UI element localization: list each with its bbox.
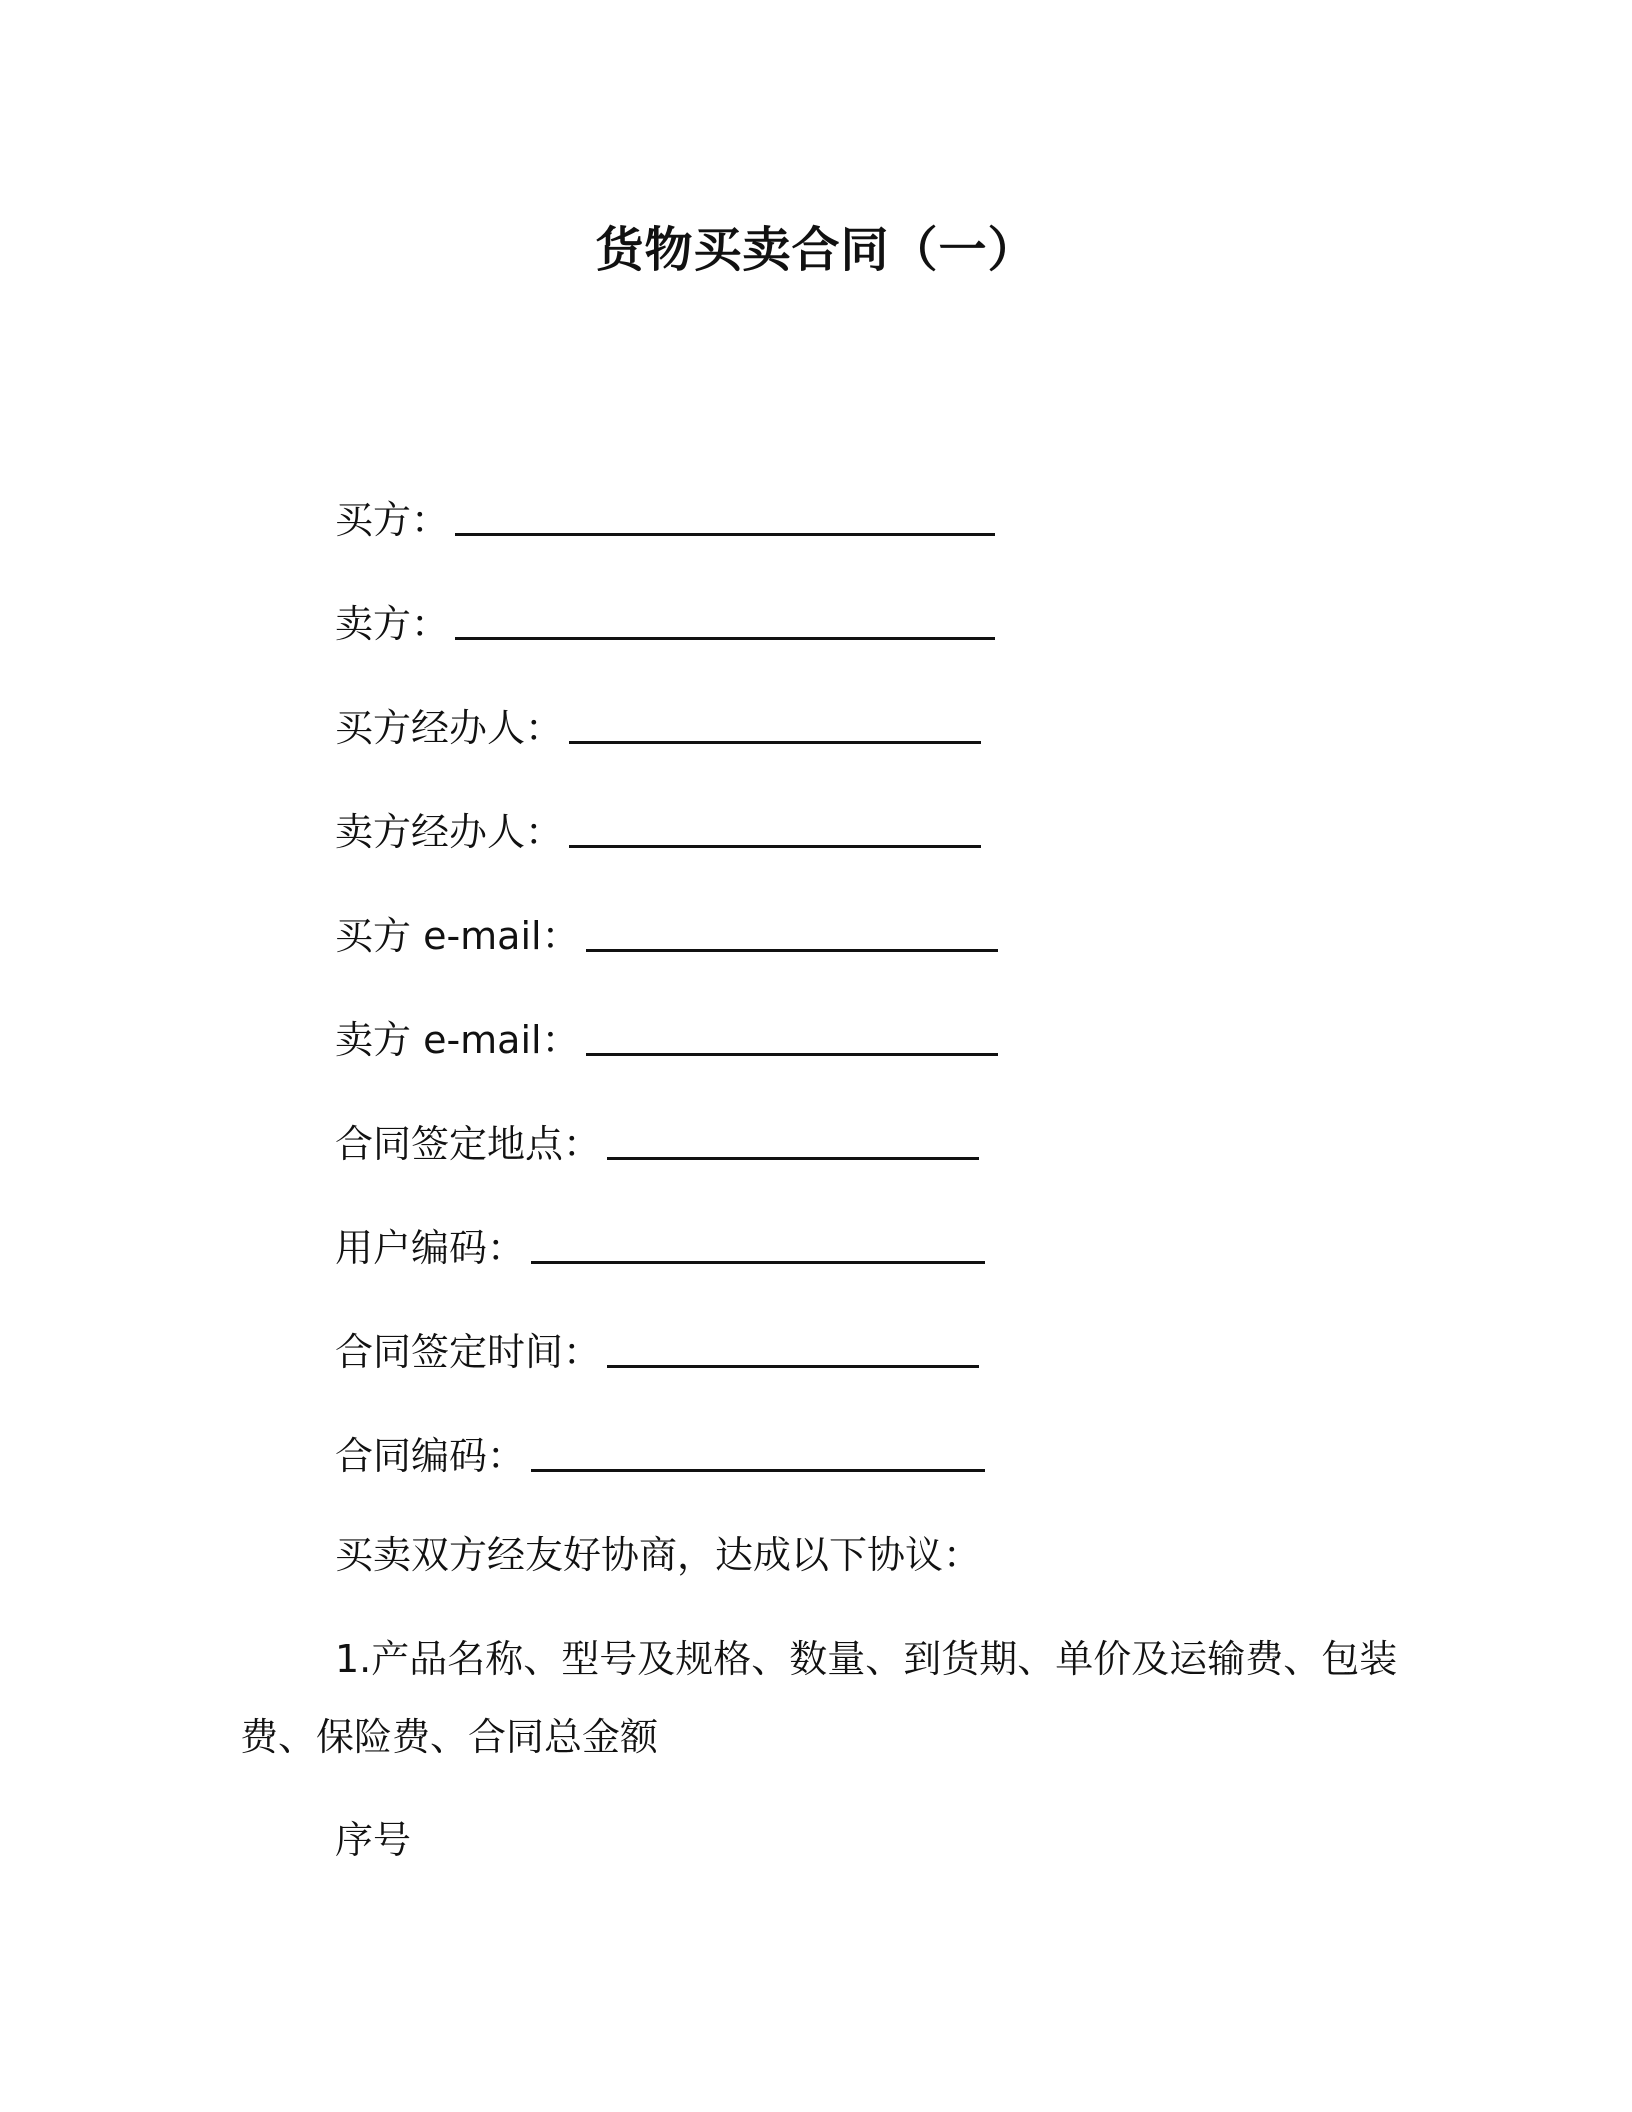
contract-code-field [335,1431,1435,1535]
signing-time-blank-line [607,1327,979,1368]
clause-1-line-2: 费、保险费、合同总金额 [240,1715,659,1759]
seller-email-field [335,1015,1435,1119]
contract-code-blank-line [531,1431,985,1472]
user-code-field [335,1223,1435,1327]
contract-fields [335,495,1435,1535]
buyer-agent-blank-line [569,703,981,744]
seller-label: 卖方： [335,602,450,646]
agreement-intro: 买卖双方经友好协商，达成以下协议： [335,1533,982,1577]
seller-blank-line [455,599,995,640]
signing-place-blank-line [607,1119,979,1160]
seller-agent-label: 卖方经办人： [335,810,564,854]
user-code-label: 用户编码： [335,1226,526,1270]
buyer-blank-line [455,495,995,536]
seller-agent-field [335,807,1435,911]
buyer-field [335,495,1435,599]
buyer-label: 买方： [335,498,450,542]
signing-place-field [335,1119,1435,1223]
signing-time-field [335,1327,1435,1431]
sequence-number-heading: 序号 [335,1818,412,1862]
clause-1-line-1: 1.产品名称、型号及规格、数量、到货期、单价及运输费、包装 [335,1637,1398,1681]
buyer-agent-field [335,703,1435,807]
document-title: 货物买卖合同（一） [595,222,1037,278]
buyer-email-blank-line [586,911,998,952]
signing-time-label: 合同签定时间： [335,1330,602,1374]
seller-email-label: 卖方 e-mail： [335,1018,580,1062]
seller-field [335,599,1435,703]
buyer-agent-label: 买方经办人： [335,706,564,750]
user-code-blank-line [531,1223,985,1264]
signing-place-label: 合同签定地点： [335,1122,602,1166]
buyer-email-label: 买方 e-mail： [335,914,580,958]
contract-code-label: 合同编码： [335,1434,526,1478]
buyer-email-field [335,911,1435,1015]
seller-agent-blank-line [569,807,981,848]
seller-email-blank-line [586,1015,998,1056]
